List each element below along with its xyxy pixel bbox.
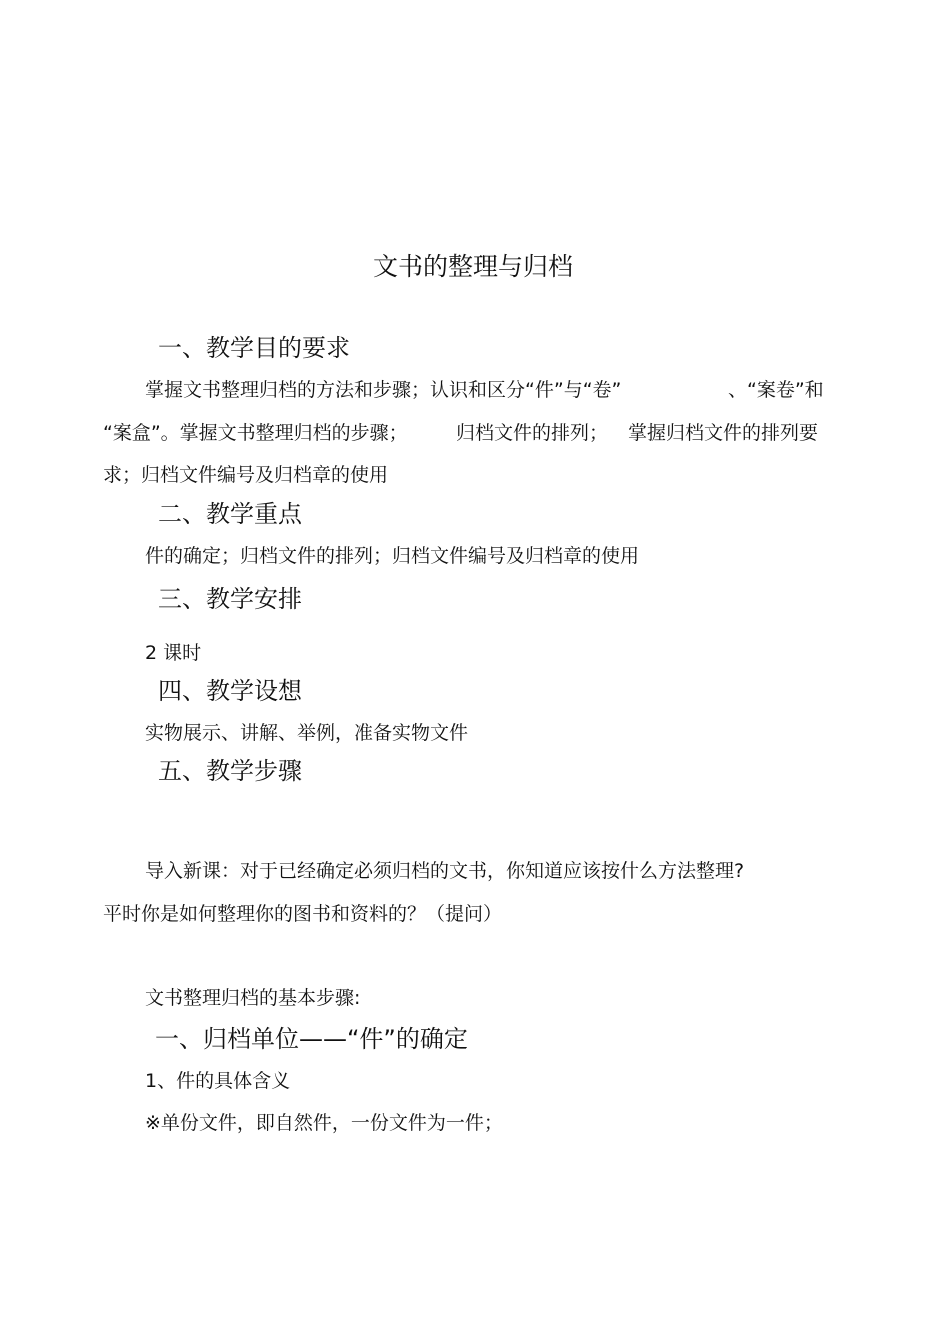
item-1: 1、件的具体含义 (145, 1070, 291, 1092)
section-heading-teaching-ideas: 四、教学设想 (158, 677, 302, 705)
objectives-paragraph-line-2: “案盒”。掌握文书整理归档的步骤； (103, 422, 408, 444)
objectives-paragraph-line-1b: 、“案卷”和 (728, 379, 824, 401)
objectives-paragraph-line-1: 掌握文书整理归档的方法和步骤；认识和区分“件”与“卷” (145, 379, 622, 401)
key-points-text: 件的确定；归档文件的排列；归档文件编号及归档章的使用 (145, 545, 640, 567)
section-heading-key-points: 二、教学重点 (158, 500, 302, 528)
teaching-ideas-text: 实物展示、讲解、举例，准备实物文件 (145, 722, 469, 744)
item-1-detail-a: ※单份文件，即自然件，一份文件为一件； (145, 1112, 503, 1134)
section-heading-schedule: 三、教学安排 (158, 585, 302, 613)
intro-paragraph-line-1: 导入新课：对于已经确定必须归档的文书，你知道应该按什么方法整理? (145, 860, 745, 882)
steps-label: 文书整理归档的基本步骤: (145, 987, 361, 1009)
document-title: 文书的整理与归档 (373, 252, 574, 281)
objectives-paragraph-line-3: 求；归档文件编号及归档章的使用 (103, 464, 389, 486)
section-heading-teaching-steps: 五、教学步骤 (158, 757, 302, 785)
schedule-text: 2 课时 (145, 642, 202, 664)
section-heading-objectives: 一、教学目的要求 (158, 334, 350, 362)
intro-paragraph-line-2: 平时你是如何整理你的图书和资料的？（提问） (103, 903, 503, 925)
objectives-paragraph-line-2c: 掌握归档文件的排列要 (628, 422, 819, 444)
step1-heading: 一、归档单位——“件”的确定 (155, 1025, 468, 1053)
objectives-paragraph-line-2b: 归档文件的排列； (456, 422, 609, 444)
